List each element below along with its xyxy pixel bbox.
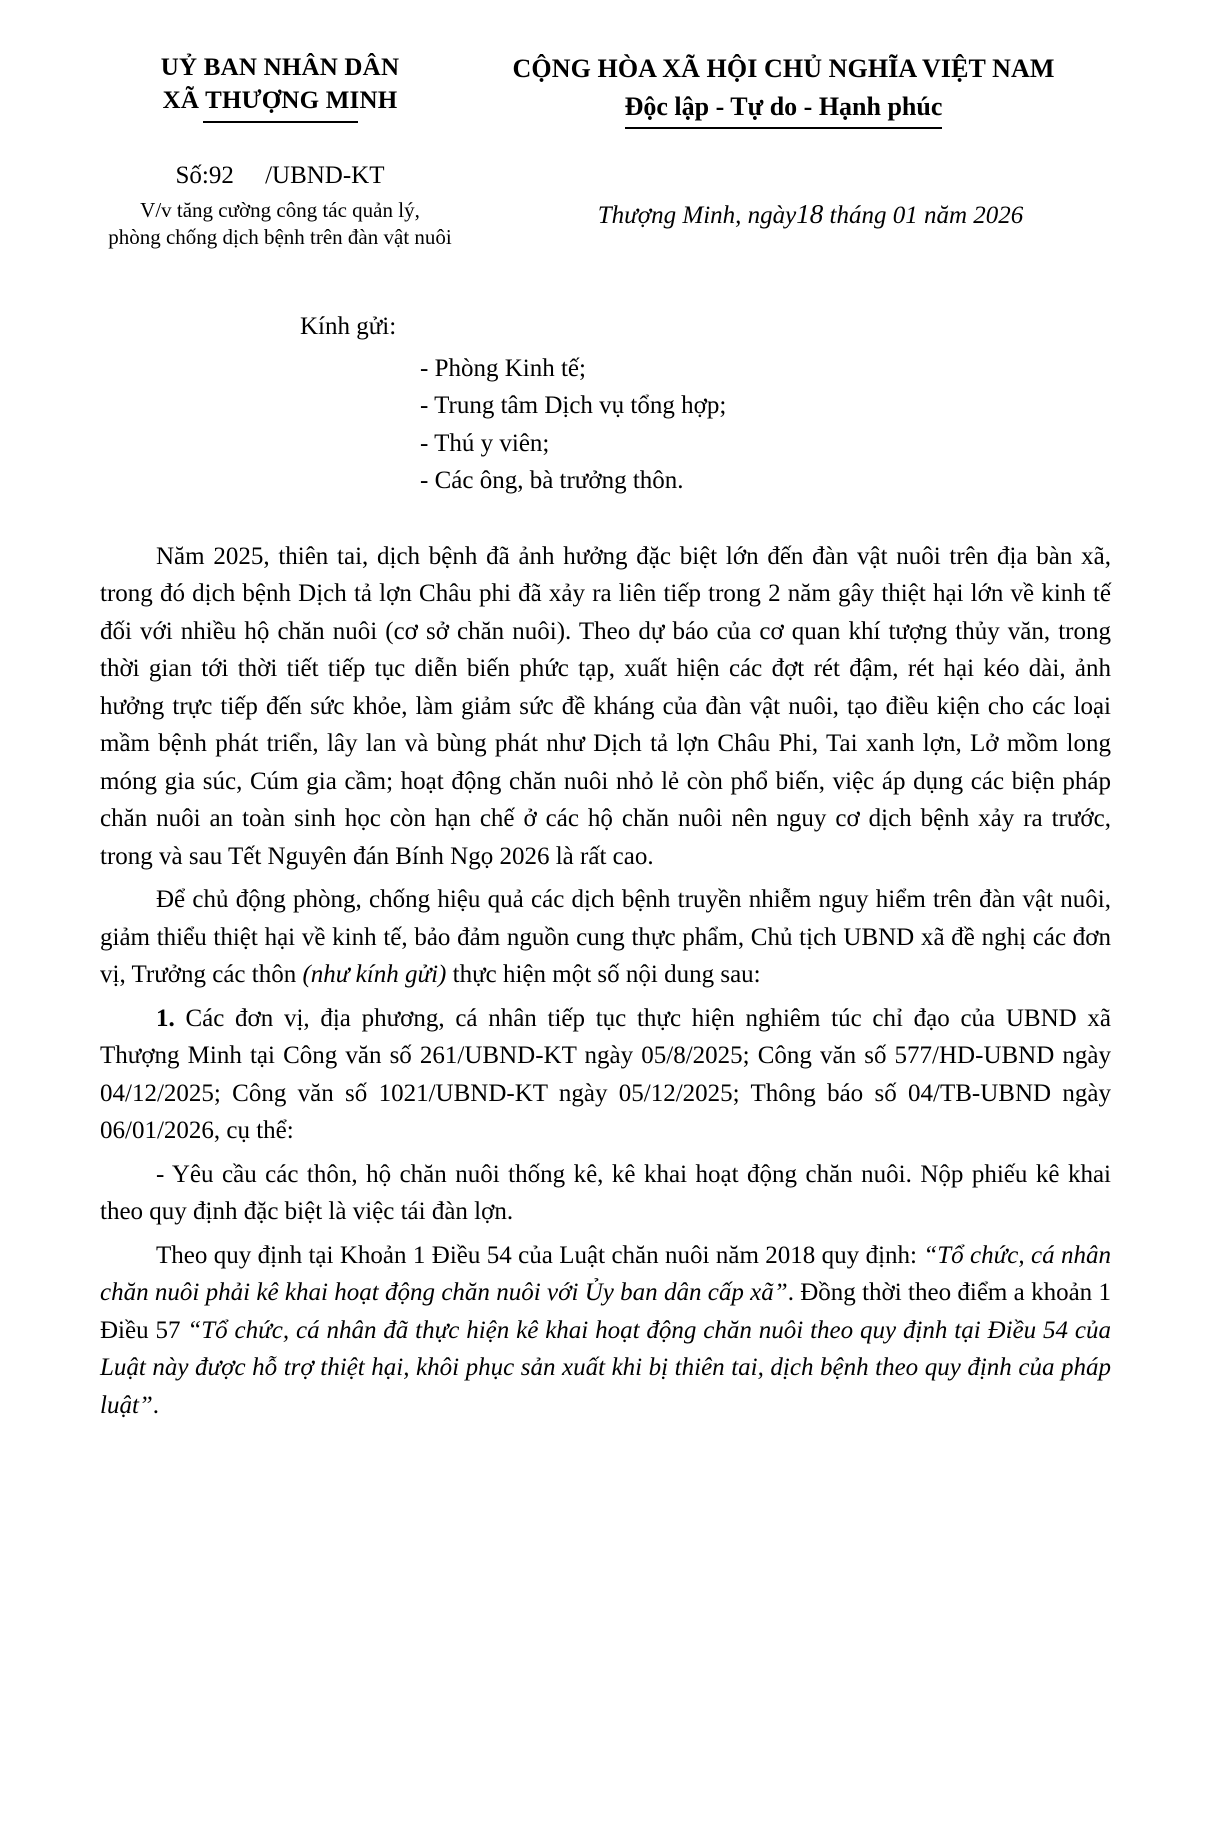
place-date-block [460, 159, 1111, 266]
purpose-text-a: Để chủ động phòng, chống hiệu quả các dịch bệnh truyền nhiễm nguy hiểm trên đàn vật nuôi, giảm thiểu thiệt hại về kinh tế, bảo đảm nguồn cung thực phẩm, Chủ tịch UBND xã đề nghị các đơn vị, Trưởng các thôn [100, 886, 1111, 989]
national-title: CỘNG HÒA XÃ HỘI CHỦ NGHĨA VIỆT NAM [512, 54, 1055, 83]
date-rest: tháng 01 năm 2026 [823, 202, 1024, 230]
recipients-block [100, 311, 1111, 500]
numbered-item-1 [100, 1000, 1111, 1150]
place-date-prefix: Thượng Minh, ngày [597, 202, 797, 230]
document-meta [100, 159, 1111, 266]
document-reference-block [100, 159, 460, 251]
legal-quote-article-54: “Tổ chức, cá nhân chăn nuôi phải kê khai hoạt động chăn nuôi với Ủy ban dân cấp xã” [100, 1241, 1112, 1307]
authority-underline [203, 121, 358, 123]
issuing-authority-block [100, 52, 460, 123]
place-date [460, 165, 1111, 266]
document-number: Số:92 /UBND-KT [175, 161, 385, 189]
recipient-item: - Các ông, bà trưởng thôn. [420, 467, 684, 495]
recipient-item: - Trung tâm Dịch vụ tổng hợp; [420, 392, 727, 420]
paragraph-legal-basis [100, 1237, 1111, 1425]
national-heading-block [460, 52, 1111, 129]
subject-line-2: phòng chống dịch bệnh trên đàn vật nuôi [108, 224, 452, 249]
date-day: 18 [796, 199, 824, 230]
recipients-label: Kính gửi: [300, 313, 397, 341]
document-subject [100, 197, 460, 252]
paragraph-purpose [100, 881, 1111, 994]
document-body [100, 538, 1111, 1425]
national-motto: Độc lập - Tự do - Hạnh phúc [625, 89, 943, 129]
legal-text-a: Theo quy định tại Khoản 1 Điều 54 của Luật chăn nuôi năm 2018 quy định: [156, 1241, 924, 1269]
document-header [100, 52, 1111, 129]
paragraph-situation: Năm 2025, thiên tai, dịch bệnh đã ảnh hưởng đặc biệt lớn đến đàn vật nuôi trên địa bàn xã, trong đó dịch bệnh Dịch tả lợn Châu phi đã xảy ra liên tiếp trong 2 năm gây thiệt hại lớn về kinh tế đối với nhiều hộ chăn nuôi (cơ sở chăn nuôi). Theo dự báo của cơ quan khí tượng thủy văn, trong thời gian tới thời tiết tiếp tục diễn biến phức tạp, xuất hiện các đợt rét đậm, rét hại kéo dài, ảnh hưởng trực tiếp đến sức khỏe, làm giảm sức đề kháng của đàn vật nuôi, tạo điều kiện cho các loại mầm bệnh phát triển, lây lan và bùng phát như Dịch tả lợn Châu Phi, Tai xanh lợn, Lở mồm long móng gia súc, Cúm gia cầm; hoạt động chăn nuôi nhỏ lẻ còn phổ biến, việc áp dụng các biện pháp chăn nuôi an toàn sinh học còn hạn chế ở các hộ chăn nuôi nên nguy cơ dịch bệnh xảy ra trước, trong và sau Tết Nguyên đán Bính Ngọ 2026 là rất cao. [100, 542, 1111, 870]
purpose-text-b: thực hiện một số nội dung sau: [446, 961, 761, 989]
recipient-item: - Thú y viên; [420, 429, 550, 457]
purpose-inline-note: (như kính gửi) [302, 961, 447, 989]
paragraph-declaration-request: - Yêu cầu các thôn, hộ chăn nuôi thống kê, kê khai hoạt động chăn nuôi. Nộp phiếu kê khai theo quy định đặc biệt là việc tái đàn lợn. [100, 1160, 1111, 1226]
item-1-number: 1. [156, 1004, 175, 1032]
item-1-text: Các đơn vị, địa phương, cá nhân tiếp tục thực hiện nghiêm túc chỉ đạo của UBND xã Thượng Minh tại Công văn số 261/UBND-KT ngày 05/8/2025; Công văn số 577/HD-UBND ngày 04/12/2025; Công văn số 1021/UBND-KT ngày 05/12/2025; Thông báo số 04/TB-UBND ngày 06/01/2026, cụ thể: [100, 1004, 1111, 1145]
legal-text-c: . [152, 1391, 160, 1419]
recipient-item: - Phòng Kinh tế; [420, 354, 586, 382]
authority-line-2: XÃ THƯỢNG MINH [162, 86, 398, 114]
subject-line-1: V/v tăng cường công tác quản lý, [140, 197, 420, 222]
authority-line-1: UỶ BAN NHÂN DÂN [160, 54, 400, 81]
recipients-list [300, 350, 1111, 500]
legal-quote-article-57: “Tổ chức, cá nhân đã thực hiện kê khai hoạt động chăn nuôi theo quy định tại Điều 54 của Luật này được hỗ trợ thiệt hại, khôi phục sản xuất khi bị thiên tai, dịch bệnh theo quy định của pháp luật” [100, 1316, 1111, 1419]
legal-text-b: . Đồng thời theo điểm a khoản 1 Điều 57 [100, 1279, 1111, 1344]
